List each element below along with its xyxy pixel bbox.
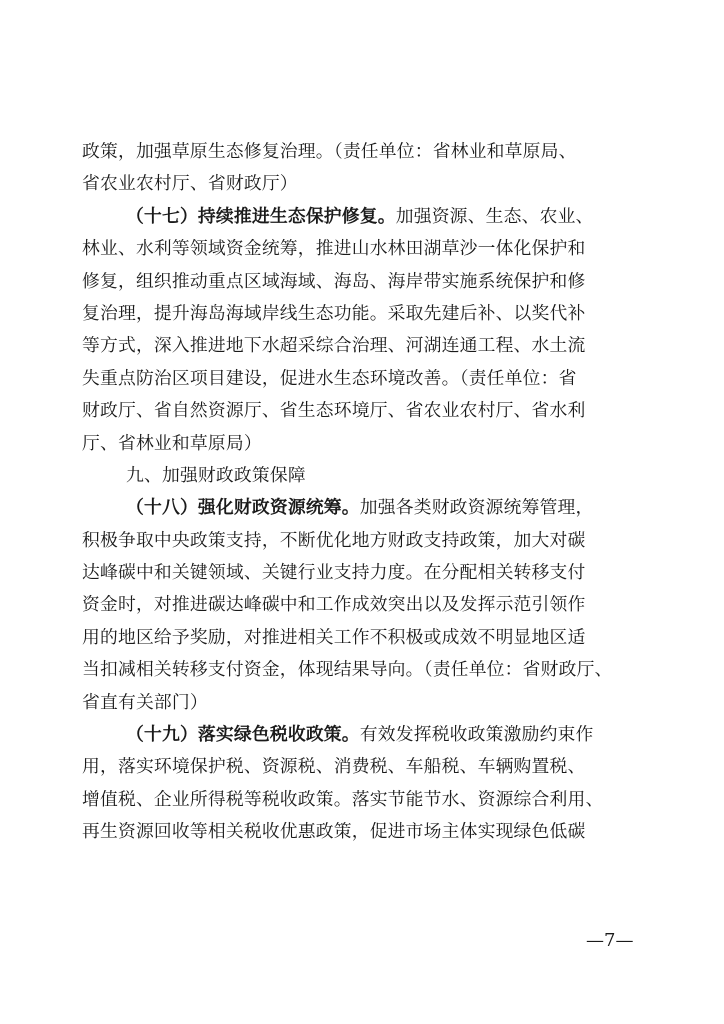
text-line xyxy=(82,395,648,427)
text-line xyxy=(82,233,648,265)
text-run: 用的地区给予奖励，对推进相关工作不积极或成效不明显地区适 xyxy=(82,626,586,648)
text-run: 再生资源回收等相关税收优惠政策，促进市场主体实现绿色低碳 xyxy=(82,821,586,843)
text-line xyxy=(82,751,648,783)
text-run: 加强各类财政资源统筹管理， xyxy=(359,497,594,519)
text-run: 资金时，对推进碳达峰碳中和工作成效突出以及发挥示范引领作 xyxy=(82,594,586,616)
text-line xyxy=(82,492,648,524)
text-line xyxy=(82,557,648,589)
text-line xyxy=(82,168,648,200)
text-run: 达峰碳中和关键领域、关键行业支持力度。在分配相关转移支付 xyxy=(82,562,586,584)
text-run: 九、加强财政政策保障 xyxy=(126,464,306,486)
text-line xyxy=(82,719,648,751)
section-heading: （十九）落实绿色税收政策。 xyxy=(126,724,360,746)
text-line xyxy=(82,136,648,168)
text-run: 厅、省林业和草原局） xyxy=(82,432,262,454)
text-line xyxy=(82,525,648,557)
text-line xyxy=(82,816,648,848)
text-run: 加强资源、生态、农业、 xyxy=(395,205,594,227)
text-line xyxy=(82,266,648,298)
text-line xyxy=(82,330,648,362)
text-line xyxy=(82,654,648,686)
text-run: 有效发挥税收政策激励约束作 xyxy=(359,724,594,746)
text-run: 省农业农村厅、省财政厅） xyxy=(82,173,298,195)
text-run: 修复，组织推动重点区域海域、海岛、海岸带实施系统保护和修 xyxy=(82,270,586,292)
text-run: 财政厅、省自然资源厅、省生态环境厅、省农业农村厅、省水利 xyxy=(82,400,586,422)
text-run: 积极争取中央政策支持，不断优化地方财政支持政策，加大对碳 xyxy=(82,529,586,551)
text-run: 等方式，深入推进地下水超采综合治理、河湖连通工程、水土流 xyxy=(82,335,586,357)
text-line xyxy=(82,201,648,233)
document-body xyxy=(82,136,648,849)
text-run: 当扣减相关转移支付资金，体现结果导向。（责任单位：省财政厅、 xyxy=(82,659,613,681)
page-number: —7— xyxy=(586,930,634,951)
text-line xyxy=(82,428,648,460)
text-line xyxy=(82,363,648,395)
section-heading: （十七）持续推进生态保护修复。 xyxy=(126,205,396,227)
section-heading: （十八）强化财政资源统筹。 xyxy=(126,497,360,519)
text-run: 失重点防治区项目建设，促进水生态环境改善。（责任单位：省 xyxy=(82,367,577,389)
text-run: 复治理，提升海岛海域岸线生态功能。采取先建后补、以奖代补 xyxy=(82,302,586,324)
text-line xyxy=(82,784,648,816)
text-run: 增值税、企业所得税等税收政策。落实节能节水、资源综合利用、 xyxy=(82,788,604,810)
text-line xyxy=(82,460,648,492)
text-run: 林业、水利等领域资金统筹，推进山水林田湖草沙一体化保护和 xyxy=(82,238,586,260)
text-line xyxy=(82,298,648,330)
text-run: 政策，加强草原生态修复治理。（责任单位：省林业和草原局、 xyxy=(82,141,577,162)
text-line xyxy=(82,589,648,621)
text-run: 省直有关部门） xyxy=(82,691,208,713)
text-line xyxy=(82,622,648,654)
text-line xyxy=(82,687,648,719)
text-run: 用，落实环境保护税、资源税、消费税、车船税、车辆购置税、 xyxy=(82,756,586,778)
